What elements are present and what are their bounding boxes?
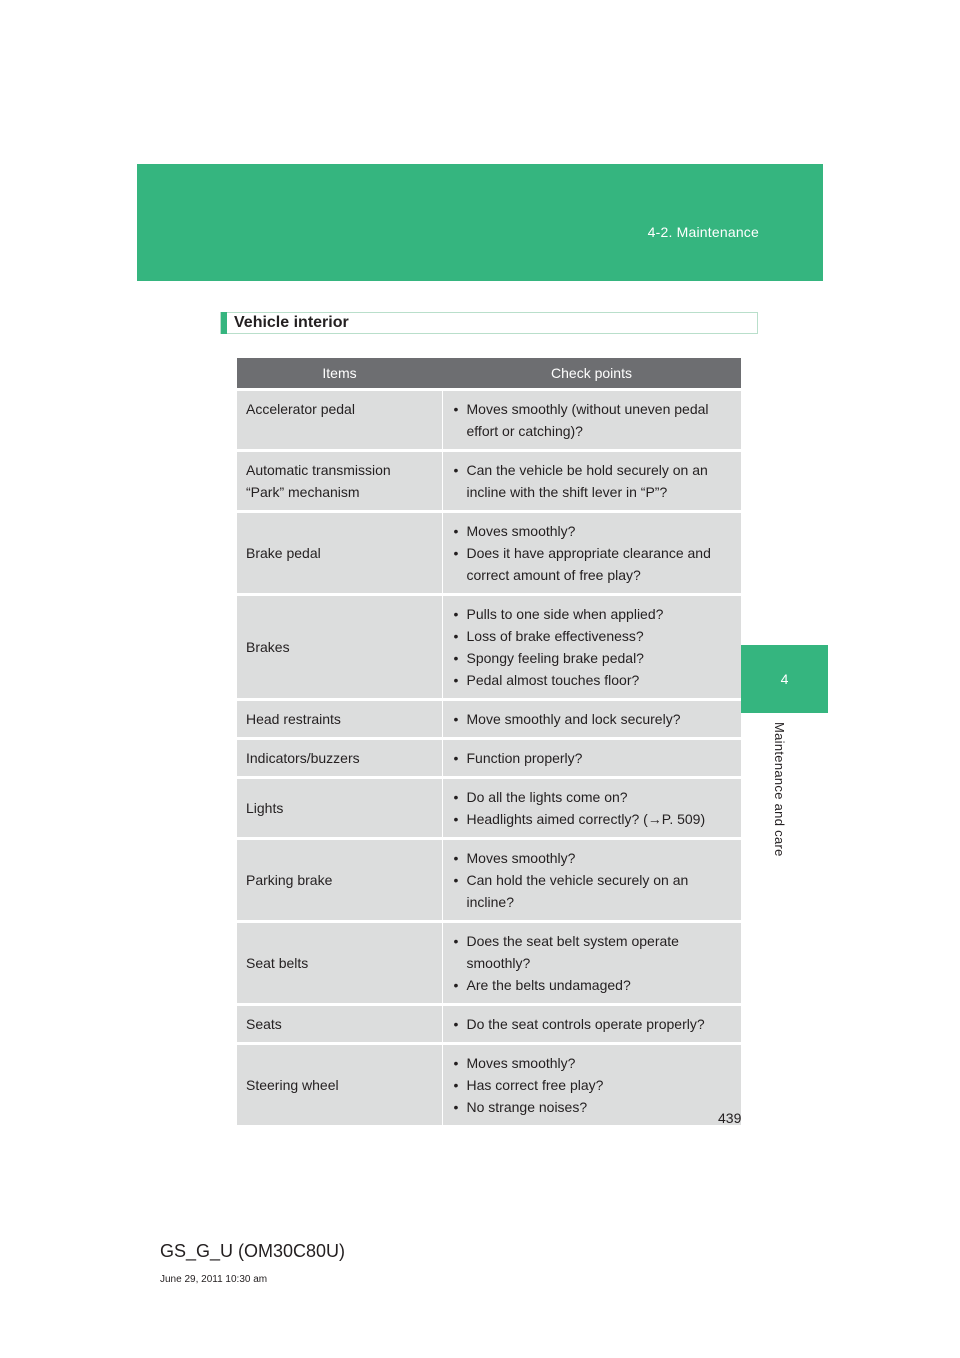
check-points-list <box>452 747 733 769</box>
check-point: • Does the seat belt system operate smoothly? <box>452 930 733 974</box>
table-row <box>237 595 741 700</box>
check-points-cell <box>442 922 741 1005</box>
check-point: • Can hold the vehicle securely on an incline? <box>452 869 733 913</box>
document-date: June 29, 2011 10:30 am <box>160 1274 268 1285</box>
check-point: • Move smoothly and lock securely? <box>452 708 733 730</box>
check-point: • Loss of brake effectiveness? <box>452 625 733 647</box>
check-points-list <box>452 603 733 691</box>
inspection-table <box>237 358 741 1125</box>
check-point: • Does it have appropriate clearance and correct amount of free play? <box>452 542 733 586</box>
check-points-cell <box>442 739 741 778</box>
check-point: • Moves smoothly? <box>452 1052 733 1074</box>
item-name: Head restraints <box>237 700 442 739</box>
check-point: • Can the vehicle be hold securely on an incline with the shift lever in “P”? <box>452 459 733 503</box>
check-point: • Function properly? <box>452 747 733 769</box>
table-row <box>237 922 741 1005</box>
check-point: • Headlights aimed correctly? (→P. 509) <box>452 808 733 830</box>
check-points-cell <box>442 595 741 700</box>
check-points-cell <box>442 839 741 922</box>
check-points-list <box>452 398 733 442</box>
check-point: • No strange noises? <box>452 1096 733 1118</box>
section-title-bar <box>220 312 758 334</box>
table-row <box>237 390 741 451</box>
check-points-cell <box>442 1005 741 1044</box>
check-point: • Spongy feeling brake pedal? <box>452 647 733 669</box>
chapter-label: Maintenance and care <box>772 722 787 857</box>
table-row <box>237 700 741 739</box>
section-label: 4-2. Maintenance <box>647 224 759 240</box>
page-number: 439 <box>718 1110 742 1126</box>
table-row <box>237 839 741 922</box>
check-points-list <box>452 847 733 913</box>
table-row <box>237 1005 741 1044</box>
title-accent-bar <box>221 312 227 334</box>
check-points-list <box>452 520 733 586</box>
check-point: • Do the seat controls operate properly? <box>452 1013 733 1035</box>
chapter-tab <box>741 645 828 713</box>
table-body <box>237 390 741 1126</box>
column-header-check-points: Check points <box>442 358 741 390</box>
check-point: • Has correct free play? <box>452 1074 733 1096</box>
check-point: • Pulls to one side when applied? <box>452 603 733 625</box>
check-point: • Are the belts undamaged? <box>452 974 733 996</box>
item-name: Parking brake <box>237 839 442 922</box>
table-row <box>237 739 741 778</box>
document-code: GS_G_U (OM30C80U) <box>160 1241 346 1261</box>
check-points-list <box>452 1013 733 1035</box>
table-header-row <box>237 358 741 390</box>
item-name: Steering wheel <box>237 1044 442 1126</box>
check-points-cell <box>442 512 741 595</box>
check-point: • Moves smoothly (without uneven pedal effort or catching)? <box>452 398 733 442</box>
column-header-items: Items <box>237 358 442 390</box>
item-name: Brakes <box>237 595 442 700</box>
check-points-cell <box>442 778 741 839</box>
item-name: Lights <box>237 778 442 839</box>
item-name: Seats <box>237 1005 442 1044</box>
check-points-cell <box>442 390 741 451</box>
check-point: • Moves smoothly? <box>452 847 733 869</box>
section-title: Vehicle interior <box>234 314 349 331</box>
table-row <box>237 512 741 595</box>
header-band <box>137 164 823 281</box>
check-points-list <box>452 459 733 503</box>
check-points-list <box>452 786 733 830</box>
item-name: Brake pedal <box>237 512 442 595</box>
item-name: Automatic transmission “Park” mechanism <box>237 451 442 512</box>
item-name: Accelerator pedal <box>237 390 442 451</box>
check-point: • Moves smoothly? <box>452 520 733 542</box>
check-points-cell <box>442 700 741 739</box>
check-point: • Pedal almost touches floor? <box>452 669 733 691</box>
check-points-list <box>452 930 733 996</box>
check-points-list <box>452 1052 733 1118</box>
check-points-list <box>452 708 733 730</box>
item-name: Indicators/buzzers <box>237 739 442 778</box>
chapter-number: 4 <box>780 671 789 687</box>
check-point: • Do all the lights come on? <box>452 786 733 808</box>
check-points-cell <box>442 451 741 512</box>
table-row <box>237 778 741 839</box>
item-name: Seat belts <box>237 922 442 1005</box>
table-row <box>237 451 741 512</box>
table-row <box>237 1044 741 1126</box>
check-points-cell <box>442 1044 741 1126</box>
